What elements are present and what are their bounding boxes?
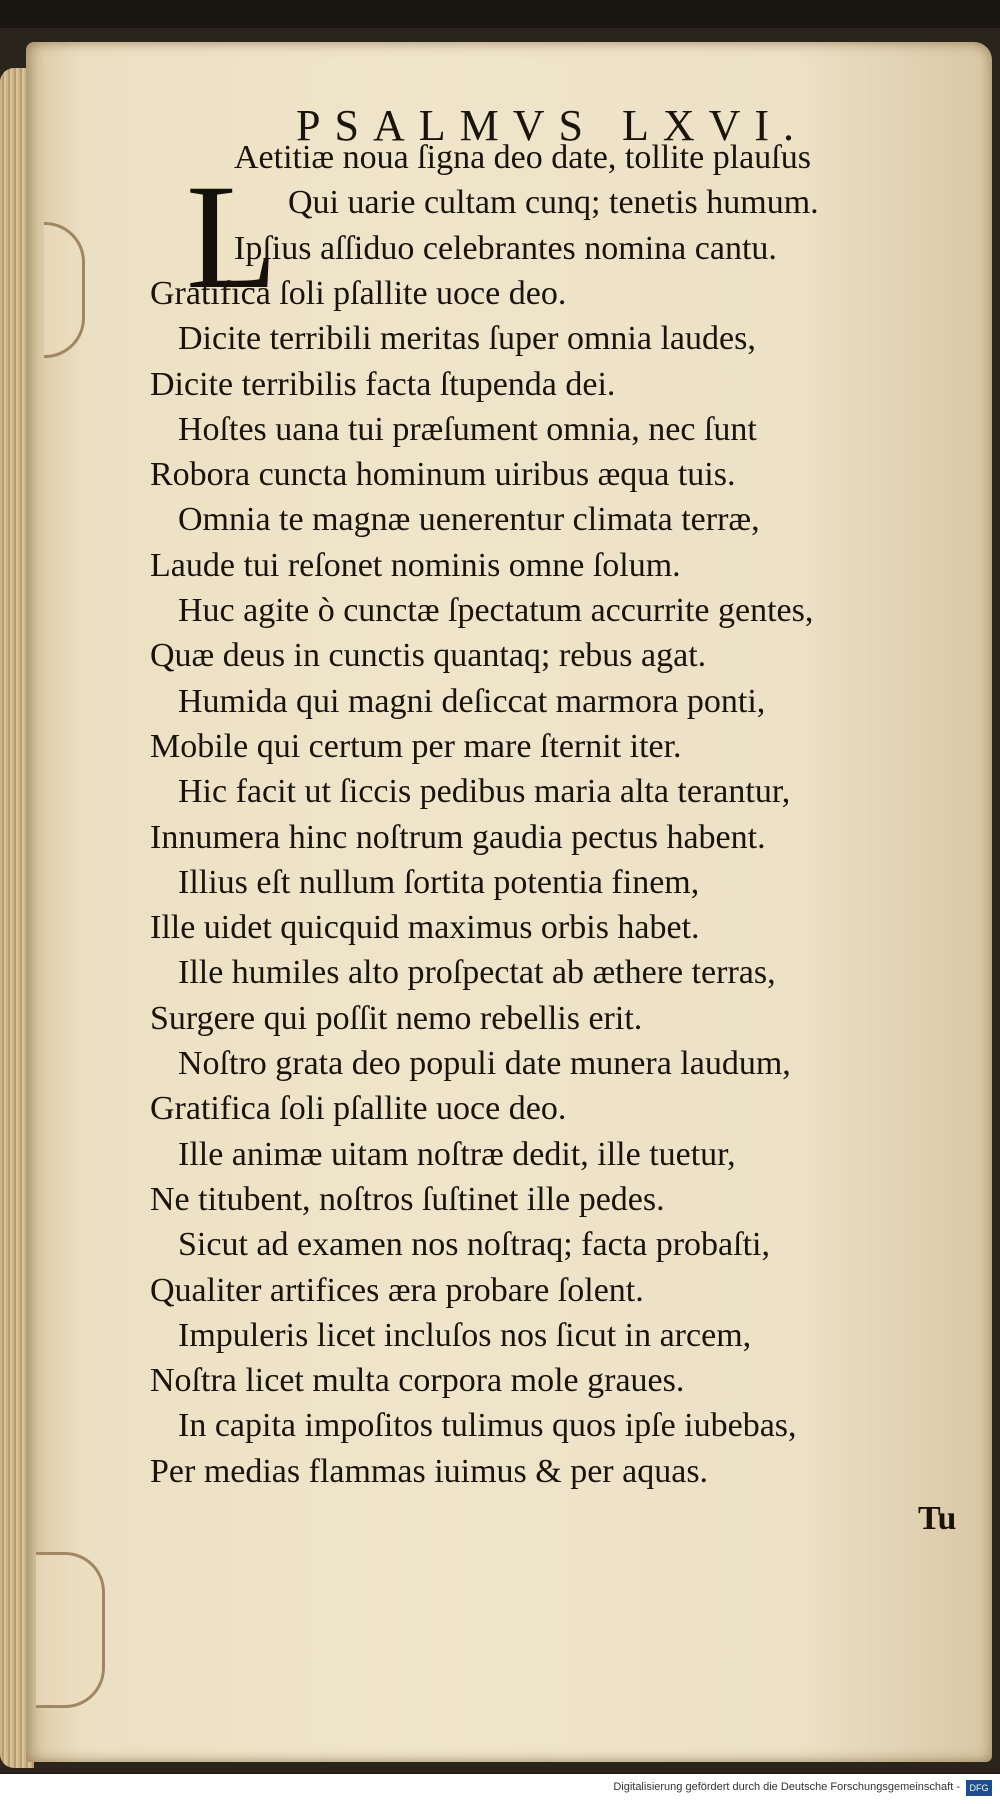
verse-line: Omnia te magnæ uenerentur climata terræ, bbox=[178, 501, 760, 539]
book-page bbox=[26, 42, 992, 1762]
verse-line: Impuleris licet incluſos nos ſicut in arcem, bbox=[178, 1316, 752, 1354]
verse-line: Qui uarie cultam cunq; tenetis humum. bbox=[288, 184, 819, 222]
verse-line: Surgere qui poſſit nemo rebellis erit. bbox=[150, 999, 643, 1037]
drop-cap-initial: L bbox=[186, 154, 278, 320]
catchword: Tu bbox=[918, 1500, 957, 1537]
verse-line: Humida qui magni deſiccat marmora ponti, bbox=[178, 682, 766, 720]
verse-line: Qualiter artifices æra probare ſolent. bbox=[150, 1271, 644, 1309]
verse-line: Per medias flammas iuimus & per aquas. bbox=[150, 1452, 709, 1490]
verse-line: Robora cuncta hominum uiribus æqua tuis. bbox=[150, 456, 736, 494]
verse-line: Dicite terribilis facta ſtupenda dei. bbox=[150, 365, 616, 403]
verse-line: Sicut ad examen nos noſtraq; facta probaſti, bbox=[178, 1226, 770, 1264]
verse-line: Huc agite ò cunctæ ſpectatum accurrite gentes, bbox=[178, 592, 814, 629]
book-scan bbox=[0, 28, 1000, 1773]
dfg-credit: Digitalisierung gefördert durch die Deutsche Forschungsgemeinschaft - bbox=[613, 1781, 960, 1793]
psalm-verse bbox=[26, 42, 992, 1762]
verse-line: Ne titubent, noſtros ſuſtinet ille pedes. bbox=[150, 1180, 665, 1218]
verse-line: Ille animæ uitam noſtræ dedit, ille tuetur, bbox=[178, 1135, 736, 1173]
dfg-logo-icon: DFG bbox=[966, 1780, 992, 1796]
verse-line: Dicite terribili meritas ſuper omnia laudes, bbox=[178, 320, 756, 358]
psalm-heading: PSALMVS LXVI. bbox=[296, 101, 809, 150]
verse-line: Laude tui reſonet nominis omne ſolum. bbox=[150, 546, 681, 584]
verse-line: Ipſius aſſiduo celebrantes nomina cantu. bbox=[234, 229, 777, 267]
verse-line: Quæ deus in cunctis quantaq; rebus agat. bbox=[150, 637, 707, 675]
verse-line: Illius eſt nullum ſortita potentia finem, bbox=[178, 863, 700, 901]
verse-line: Ille humiles alto proſpectat ab æthere terras, bbox=[178, 954, 776, 992]
verse-line: Gratifica ſoli pſallite uoce deo. bbox=[150, 1090, 567, 1128]
verse-line: Mobile qui certum per mare ſternit iter. bbox=[150, 727, 682, 765]
verse-line: Hic facit ut ſiccis pedibus maria alta terantur, bbox=[178, 773, 791, 811]
verse-line: Noſtra licet multa corpora mole graues. bbox=[150, 1362, 685, 1400]
verse-line: Ille uidet quicquid maximus orbis habet. bbox=[150, 909, 700, 947]
verse-line: Noſtro grata deo populi date munera laudum, bbox=[178, 1045, 791, 1082]
verse-line: In capita impoſitos tulimus quos ipſe iubebas, bbox=[178, 1407, 797, 1445]
digitization-footer bbox=[0, 1774, 1000, 1804]
verse-line: Gratifica ſoli pſallite uoce deo. bbox=[150, 274, 567, 312]
verse-line: Innumera hinc noſtrum gaudia pectus habent. bbox=[150, 818, 766, 856]
verse-line: Aetitiæ noua ſigna deo date, tollite plauſus bbox=[234, 139, 811, 176]
verse-line: Hoſtes uana tui præſument omnia, nec ſunt bbox=[178, 410, 757, 448]
